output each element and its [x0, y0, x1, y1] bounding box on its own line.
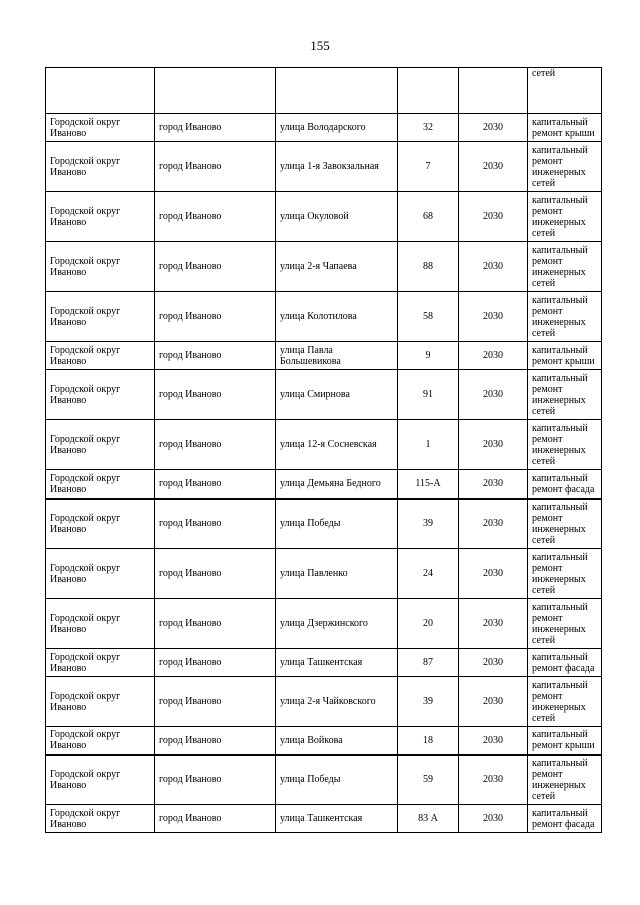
- table-row: [46, 342, 602, 370]
- street-cell: улица Володарского: [276, 114, 398, 142]
- city-cell: город Иваново: [155, 677, 276, 727]
- work-type-cell: капитальный ремонт инженерных сетей: [528, 292, 602, 342]
- district-cell: Городской округ Иваново: [46, 470, 155, 499]
- work-type-cell: капитальный ремонт инженерных сетей: [528, 599, 602, 649]
- year-cell: 2030: [459, 292, 528, 342]
- house-number-cell: 39: [398, 677, 459, 727]
- city-cell: город Иваново: [155, 114, 276, 142]
- district-cell: Городской округ Иваново: [46, 677, 155, 727]
- city-cell: город Иваново: [155, 549, 276, 599]
- year-cell: 2030: [459, 677, 528, 727]
- house-number-cell: 9: [398, 342, 459, 370]
- year-cell: 2030: [459, 370, 528, 420]
- year-cell: 2030: [459, 470, 528, 499]
- table-row: [46, 420, 602, 470]
- year-cell: 2030: [459, 649, 528, 677]
- work-type-cell: капитальный ремонт инженерных сетей: [528, 192, 602, 242]
- table-row: [46, 727, 602, 755]
- street-cell: улица Окуловой: [276, 192, 398, 242]
- district-cell: Городской округ Иваново: [46, 114, 155, 142]
- street-cell: улица Смирнова: [276, 370, 398, 420]
- district-cell: Городской округ Иваново: [46, 755, 155, 805]
- district-cell: Городской округ Иваново: [46, 342, 155, 370]
- house-number-cell: [398, 68, 459, 114]
- year-cell: 2030: [459, 242, 528, 292]
- house-number-cell: 115-А: [398, 470, 459, 499]
- work-type-cell: капитальный ремонт инженерных сетей: [528, 677, 602, 727]
- city-cell: город Иваново: [155, 242, 276, 292]
- table-row: [46, 599, 602, 649]
- street-cell: улица Победы: [276, 755, 398, 805]
- table-body: [46, 68, 602, 833]
- house-number-cell: 1: [398, 420, 459, 470]
- city-cell: город Иваново: [155, 805, 276, 833]
- work-type-cell: капитальный ремонт фасада: [528, 649, 602, 677]
- street-cell: улица Павла Большевикова: [276, 342, 398, 370]
- house-number-cell: 91: [398, 370, 459, 420]
- city-cell: город Иваново: [155, 599, 276, 649]
- year-cell: 2030: [459, 755, 528, 805]
- district-cell: Городской округ Иваново: [46, 292, 155, 342]
- house-number-cell: 39: [398, 499, 459, 549]
- year-cell: 2030: [459, 114, 528, 142]
- house-number-cell: 58: [398, 292, 459, 342]
- street-cell: улица 1-я Завокзальная: [276, 142, 398, 192]
- work-type-cell: капитальный ремонт инженерных сетей: [528, 242, 602, 292]
- table-row: [46, 470, 602, 499]
- city-cell: [155, 68, 276, 114]
- table-row: [46, 192, 602, 242]
- city-cell: город Иваново: [155, 727, 276, 755]
- city-cell: город Иваново: [155, 292, 276, 342]
- district-cell: Городской округ Иваново: [46, 499, 155, 549]
- house-number-cell: 18: [398, 727, 459, 755]
- work-type-cell: капитальный ремонт инженерных сетей: [528, 549, 602, 599]
- city-cell: город Иваново: [155, 142, 276, 192]
- street-cell: [276, 68, 398, 114]
- city-cell: город Иваново: [155, 499, 276, 549]
- work-type-cell: капитальный ремонт крыши: [528, 114, 602, 142]
- city-cell: город Иваново: [155, 370, 276, 420]
- year-cell: 2030: [459, 342, 528, 370]
- year-cell: 2030: [459, 805, 528, 833]
- table-row: [46, 549, 602, 599]
- district-cell: Городской округ Иваново: [46, 142, 155, 192]
- district-cell: Городской округ Иваново: [46, 727, 155, 755]
- table-row: [46, 805, 602, 833]
- house-number-cell: 24: [398, 549, 459, 599]
- district-cell: Городской округ Иваново: [46, 192, 155, 242]
- district-cell: Городской округ Иваново: [46, 599, 155, 649]
- city-cell: город Иваново: [155, 755, 276, 805]
- table-row: [46, 292, 602, 342]
- street-cell: улица Ташкентская: [276, 649, 398, 677]
- street-cell: улица Демьяна Бедного: [276, 470, 398, 499]
- street-cell: улица 12-я Сосневская: [276, 420, 398, 470]
- work-type-cell: сетей: [528, 68, 602, 114]
- work-type-cell: капитальный ремонт фасада: [528, 805, 602, 833]
- table-row: [46, 649, 602, 677]
- year-cell: 2030: [459, 142, 528, 192]
- table-row: [46, 677, 602, 727]
- work-type-cell: капитальный ремонт инженерных сетей: [528, 499, 602, 549]
- table-row: [46, 755, 602, 805]
- district-cell: [46, 68, 155, 114]
- street-cell: улица 2-я Чапаева: [276, 242, 398, 292]
- work-type-cell: капитальный ремонт инженерных сетей: [528, 142, 602, 192]
- work-type-cell: капитальный ремонт инженерных сетей: [528, 420, 602, 470]
- street-cell: улица Павленко: [276, 549, 398, 599]
- work-type-cell: капитальный ремонт инженерных сетей: [528, 755, 602, 805]
- district-cell: Городской округ Иваново: [46, 242, 155, 292]
- table-row: [46, 499, 602, 549]
- city-cell: город Иваново: [155, 192, 276, 242]
- house-number-cell: 59: [398, 755, 459, 805]
- district-cell: Городской округ Иваново: [46, 649, 155, 677]
- street-cell: улица Войкова: [276, 727, 398, 755]
- work-type-cell: капитальный ремонт инженерных сетей: [528, 370, 602, 420]
- table-row-continuation: [46, 68, 602, 114]
- year-cell: 2030: [459, 727, 528, 755]
- district-cell: Городской округ Иваново: [46, 805, 155, 833]
- district-cell: Городской округ Иваново: [46, 370, 155, 420]
- page-number: 155: [310, 38, 330, 53]
- house-number-cell: 7: [398, 142, 459, 192]
- work-type-cell: капитальный ремонт фасада: [528, 470, 602, 499]
- street-cell: улица Ташкентская: [276, 805, 398, 833]
- house-number-cell: 68: [398, 192, 459, 242]
- district-cell: Городской округ Иваново: [46, 549, 155, 599]
- city-cell: город Иваново: [155, 649, 276, 677]
- street-cell: улица 2-я Чайковского: [276, 677, 398, 727]
- city-cell: город Иваново: [155, 420, 276, 470]
- work-type-cell: капитальный ремонт крыши: [528, 342, 602, 370]
- house-number-cell: 83 А: [398, 805, 459, 833]
- city-cell: город Иваново: [155, 342, 276, 370]
- house-number-cell: 88: [398, 242, 459, 292]
- table-row: [46, 114, 602, 142]
- table-row: [46, 242, 602, 292]
- year-cell: [459, 68, 528, 114]
- house-number-cell: 20: [398, 599, 459, 649]
- street-cell: улица Победы: [276, 499, 398, 549]
- year-cell: 2030: [459, 549, 528, 599]
- district-cell: Городской округ Иваново: [46, 420, 155, 470]
- table-row: [46, 370, 602, 420]
- year-cell: 2030: [459, 499, 528, 549]
- work-type-cell: капитальный ремонт крыши: [528, 727, 602, 755]
- street-cell: улица Колотилова: [276, 292, 398, 342]
- house-number-cell: 87: [398, 649, 459, 677]
- house-number-cell: 32: [398, 114, 459, 142]
- year-cell: 2030: [459, 420, 528, 470]
- table-row: [46, 142, 602, 192]
- year-cell: 2030: [459, 599, 528, 649]
- city-cell: город Иваново: [155, 470, 276, 499]
- year-cell: 2030: [459, 192, 528, 242]
- street-cell: улица Дзержинского: [276, 599, 398, 649]
- repair-schedule-table: [45, 67, 602, 833]
